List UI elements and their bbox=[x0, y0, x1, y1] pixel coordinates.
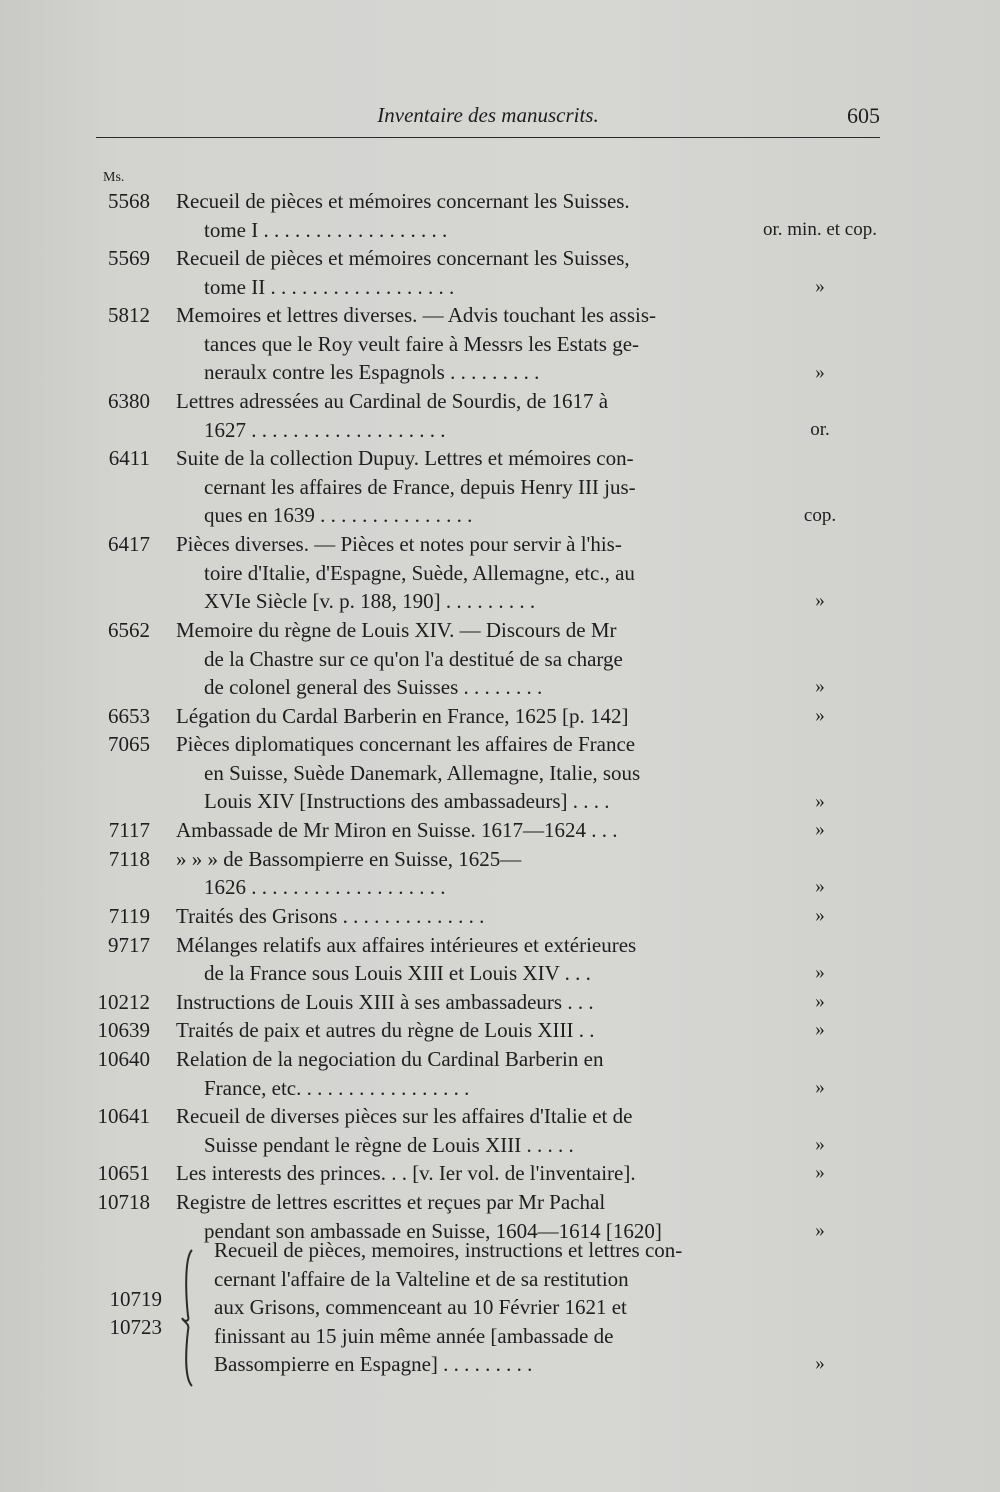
entry-line: Pièces diverses. — Pièces et notes pour servir à l'his- bbox=[176, 532, 622, 557]
entry-note: or. bbox=[810, 418, 830, 440]
header-rule bbox=[96, 137, 880, 138]
ms-number: 5812 bbox=[108, 303, 150, 328]
ms-number: 10640 bbox=[97, 1047, 150, 1071]
entry-description bbox=[176, 1045, 742, 1102]
ms-number: 10718 bbox=[97, 1190, 150, 1214]
entry-line: de la Chastre sur ce qu'on l'a destitué de sa charge bbox=[204, 646, 623, 671]
entry-line: France, etc. . . . . . . . . . . . . . . . . bbox=[204, 1075, 470, 1100]
entry-line: Recueil de pièces, memoires, instructions et lettres con- bbox=[214, 1238, 683, 1262]
entry-note: » bbox=[815, 1019, 825, 1041]
entry-note: » bbox=[815, 790, 825, 812]
entry-description bbox=[176, 244, 742, 301]
entry-line: finissant au 15 juin même année [ambassade de bbox=[214, 1323, 614, 1348]
entry-description bbox=[176, 187, 742, 244]
entry-line: tome I . . . . . . . . . . . . . . . . . . bbox=[204, 217, 448, 242]
entry-line: Louis XIV [Instructions des ambassadeurs] . . . . bbox=[204, 789, 610, 814]
ms-number: 9717 bbox=[108, 932, 150, 957]
entry-line: Memoires et lettres diverses. — Advis touchant les assis- bbox=[176, 303, 656, 328]
ms-number: 6562 bbox=[108, 618, 150, 642]
entry-line: Mélanges relatifs aux affaires intérieures et extérieures bbox=[176, 932, 637, 957]
entry-line: Légation du Cardal Barberin en France, 1625 [p. 142] bbox=[176, 703, 629, 728]
entry-line: Traités de paix et autres du règne de Louis XIII . . bbox=[176, 1018, 595, 1043]
ms-column-label: Ms. bbox=[103, 170, 125, 185]
entry-line: de colonel general des Suisses . . . . . . . . bbox=[204, 675, 543, 699]
ms-number: 7118 bbox=[108, 846, 150, 871]
entry-note: » bbox=[815, 676, 825, 698]
entry-note: » bbox=[815, 1133, 825, 1155]
grouping-brace bbox=[176, 1248, 198, 1388]
entry-line: cernant l'affaire de la Valteline et de sa restitution bbox=[214, 1266, 629, 1291]
entry-description bbox=[176, 730, 742, 816]
entry-note: » bbox=[815, 704, 825, 726]
ms-number: 7119 bbox=[108, 904, 150, 928]
ms-number: 7117 bbox=[108, 818, 150, 843]
entry-line: aux Grisons, commenceant au 10 Février 1621 et bbox=[214, 1295, 627, 1319]
entry-line: toire d'Italie, d'Espagne, Suède, Allemagne, etc., au bbox=[204, 560, 635, 585]
ms-number: 10723 bbox=[109, 1315, 162, 1339]
entry-description bbox=[176, 1102, 742, 1159]
entry-line: Registre de lettres escrittes et reçues par Mr Pachal bbox=[176, 1190, 606, 1214]
entry-note: » bbox=[815, 876, 825, 898]
entry-line: » » » de Bassompierre en Suisse, 1625— bbox=[176, 846, 522, 871]
entry-line: de la France sous Louis XIII et Louis XIV . . . bbox=[204, 961, 591, 986]
entry-line: Suite de la collection Dupuy. Lettres et mémoires con- bbox=[176, 446, 634, 471]
entry-description bbox=[214, 1236, 750, 1379]
entry-note: » bbox=[815, 361, 825, 383]
entry-description bbox=[176, 988, 742, 1017]
entry-description bbox=[176, 702, 742, 731]
ms-number: 10641 bbox=[97, 1104, 150, 1129]
ms-number: 6653 bbox=[108, 703, 150, 728]
entry-description bbox=[176, 845, 742, 902]
entry-note: » bbox=[815, 819, 825, 841]
entry-line: tome II . . . . . . . . . . . . . . . . . . bbox=[204, 274, 455, 299]
ms-number: 6417 bbox=[108, 532, 150, 557]
ms-number: 7065 bbox=[108, 732, 150, 757]
entry-line: ques en 1639 . . . . . . . . . . . . . . . bbox=[204, 503, 473, 528]
entry-line: neraulx contre les Espagnols . . . . . . . . . bbox=[204, 360, 540, 385]
entry-line: Instructions de Louis XIII à ses ambassadeurs . . . bbox=[176, 989, 594, 1014]
entry-line: Bassompierre en Espagne] . . . . . . . . . bbox=[214, 1352, 533, 1376]
entry-line: cernant les affaires de France, depuis Henry III jus- bbox=[204, 474, 636, 499]
entry-note: » bbox=[815, 990, 825, 1012]
entry-description bbox=[176, 816, 742, 845]
entry-description bbox=[176, 387, 742, 444]
entry-description bbox=[176, 616, 742, 702]
ms-number: 10639 bbox=[97, 1018, 150, 1043]
ms-number: 10719 bbox=[109, 1287, 162, 1311]
entry-description bbox=[176, 902, 742, 931]
entry-note: cop. bbox=[803, 504, 837, 526]
entry-note: » bbox=[815, 1162, 825, 1184]
entry-note: » bbox=[815, 905, 825, 926]
entry-line: en Suisse, Suède Danemark, Allemagne, Italie, sous bbox=[204, 760, 641, 785]
entry-line: 1626 . . . . . . . . . . . . . . . . . . . bbox=[204, 875, 446, 900]
ms-number: 6380 bbox=[108, 389, 150, 414]
entry-description bbox=[176, 530, 742, 616]
entry-line: Ambassade de Mr Miron en Suisse. 1617—1624 . . . bbox=[176, 818, 618, 843]
entry-line: 1627 . . . . . . . . . . . . . . . . . . . bbox=[204, 417, 446, 442]
entry-line: XVIe Siècle [v. p. 188, 190] . . . . . . . . . bbox=[204, 589, 536, 614]
header-title: Inventaire des manuscrits. bbox=[377, 103, 599, 127]
entry-line: Lettres adressées au Cardinal de Sourdis, de 1617 à bbox=[176, 389, 609, 414]
entry-note: » bbox=[815, 275, 825, 297]
entry-line: Recueil de diverses pièces sur les affaires d'Italie et de bbox=[176, 1104, 633, 1129]
entry-description bbox=[176, 1159, 742, 1188]
page-number: 605 bbox=[847, 103, 880, 128]
entry-description bbox=[176, 444, 742, 530]
entry-note: » bbox=[815, 1353, 825, 1374]
entry-line: Les interests des princes. . . [v. Ier vol. de l'inventaire]. bbox=[176, 1161, 636, 1186]
entry-line: Recueil de pièces et mémoires concernant les Suisses. bbox=[176, 189, 630, 213]
ms-number: 10651 bbox=[97, 1161, 150, 1186]
entry-line: pendant son ambassade en Suisse, 1604—1614 [1620] bbox=[204, 1218, 662, 1243]
entry-description bbox=[176, 1016, 742, 1045]
entry-line: Suisse pendant le règne de Louis XIII . . . . . bbox=[204, 1132, 574, 1157]
entry-line: Traités des Grisons . . . . . . . . . . . . . . bbox=[176, 904, 485, 928]
entry-note: » bbox=[815, 590, 825, 612]
ms-number: 5568 bbox=[108, 189, 150, 213]
entry-line: Relation de la negociation du Cardinal Barberin en bbox=[176, 1047, 604, 1071]
entry-line: tances que le Roy veult faire à Messrs les Estats ge- bbox=[204, 331, 640, 356]
ms-number: 10212 bbox=[97, 989, 150, 1014]
entry-note: » bbox=[815, 962, 825, 984]
entry-note: » bbox=[815, 1076, 825, 1098]
entry-note: » bbox=[815, 1219, 825, 1241]
entry-line: Pièces diplomatiques concernant les affaires de France bbox=[176, 732, 636, 757]
entry-note: or. min. et cop. bbox=[763, 218, 877, 240]
entry-description bbox=[176, 301, 742, 387]
running-header bbox=[96, 103, 880, 133]
ms-number: 6411 bbox=[108, 446, 150, 471]
ms-number: 5569 bbox=[108, 246, 150, 271]
entry-line: Recueil de pièces et mémoires concernant les Suisses, bbox=[176, 246, 630, 271]
entry-description bbox=[176, 931, 742, 988]
entry-line: Memoire du règne de Louis XIV. — Discours de Mr bbox=[176, 618, 617, 642]
